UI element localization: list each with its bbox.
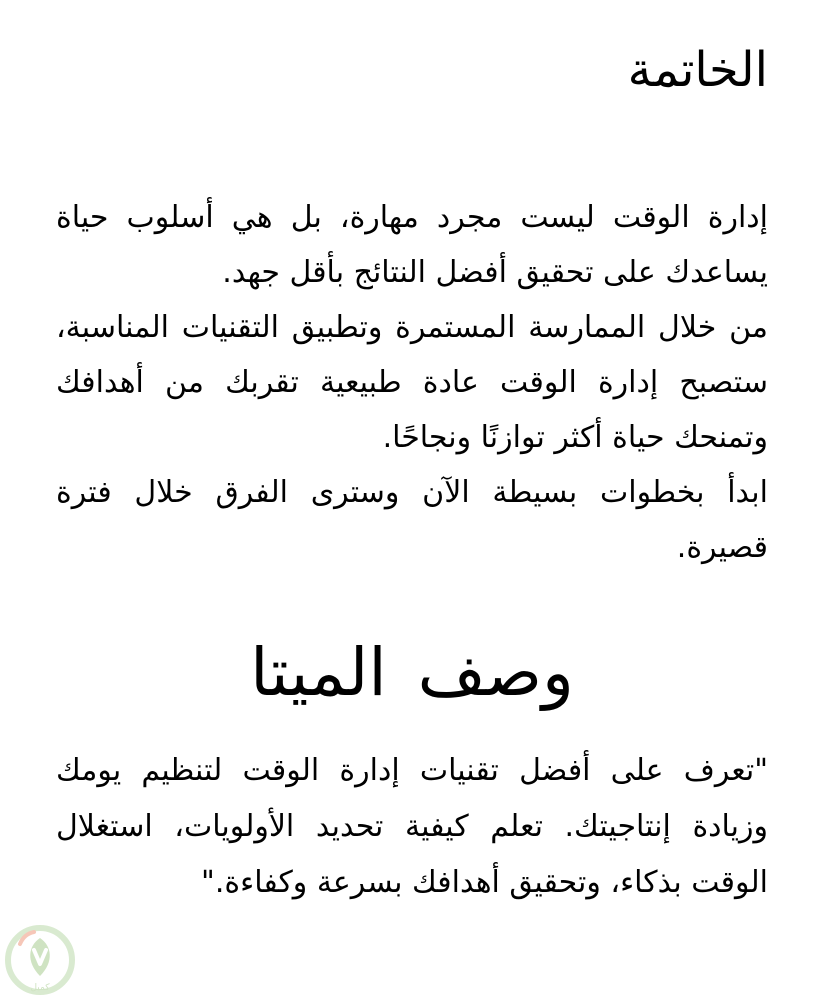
conclusion-line: من خلال الممارسة المستمرة وتطبيق التقنيات المناسبة، [56, 310, 768, 345]
logo-leaf-icon [30, 938, 50, 976]
conclusion-line: ابدأ بخطوات بسيطة الآن وسترى الفرق خلال فترة [56, 475, 768, 510]
meta-line: "تعرف على أفضل تقنيات إدارة الوقت لتنظيم يومك [56, 753, 768, 788]
meta-line: الوقت بذكاء، وتحقيق أهدافك بسرعة وكفاءة." [201, 865, 768, 900]
conclusion-paragraph [56, 190, 768, 575]
conclusion-heading: الخاتمة [627, 42, 768, 98]
watermark-logo-icon [0, 920, 80, 1000]
conclusion-line: يساعدك على تحقيق أفضل النتائج بأقل جهد. [222, 255, 768, 290]
meta-description-heading: وصف الميتا [250, 634, 574, 711]
conclusion-line: إدارة الوقت ليست مجرد مهارة، بل هي أسلوب حياة [56, 200, 768, 235]
meta-line: وزيادة إنتاجيتك. تعلم كيفية تحديد الأولويات، استغلال [56, 809, 768, 844]
watermark-text: كميل [30, 983, 50, 993]
meta-description-paragraph [56, 743, 768, 911]
conclusion-line: وتمنحك حياة أكثر توازنًا ونجاحًا. [382, 420, 768, 455]
conclusion-line: قصيرة. [676, 530, 768, 565]
conclusion-line: ستصبح إدارة الوقت عادة طبيعية تقربك من أهدافك [56, 365, 768, 400]
